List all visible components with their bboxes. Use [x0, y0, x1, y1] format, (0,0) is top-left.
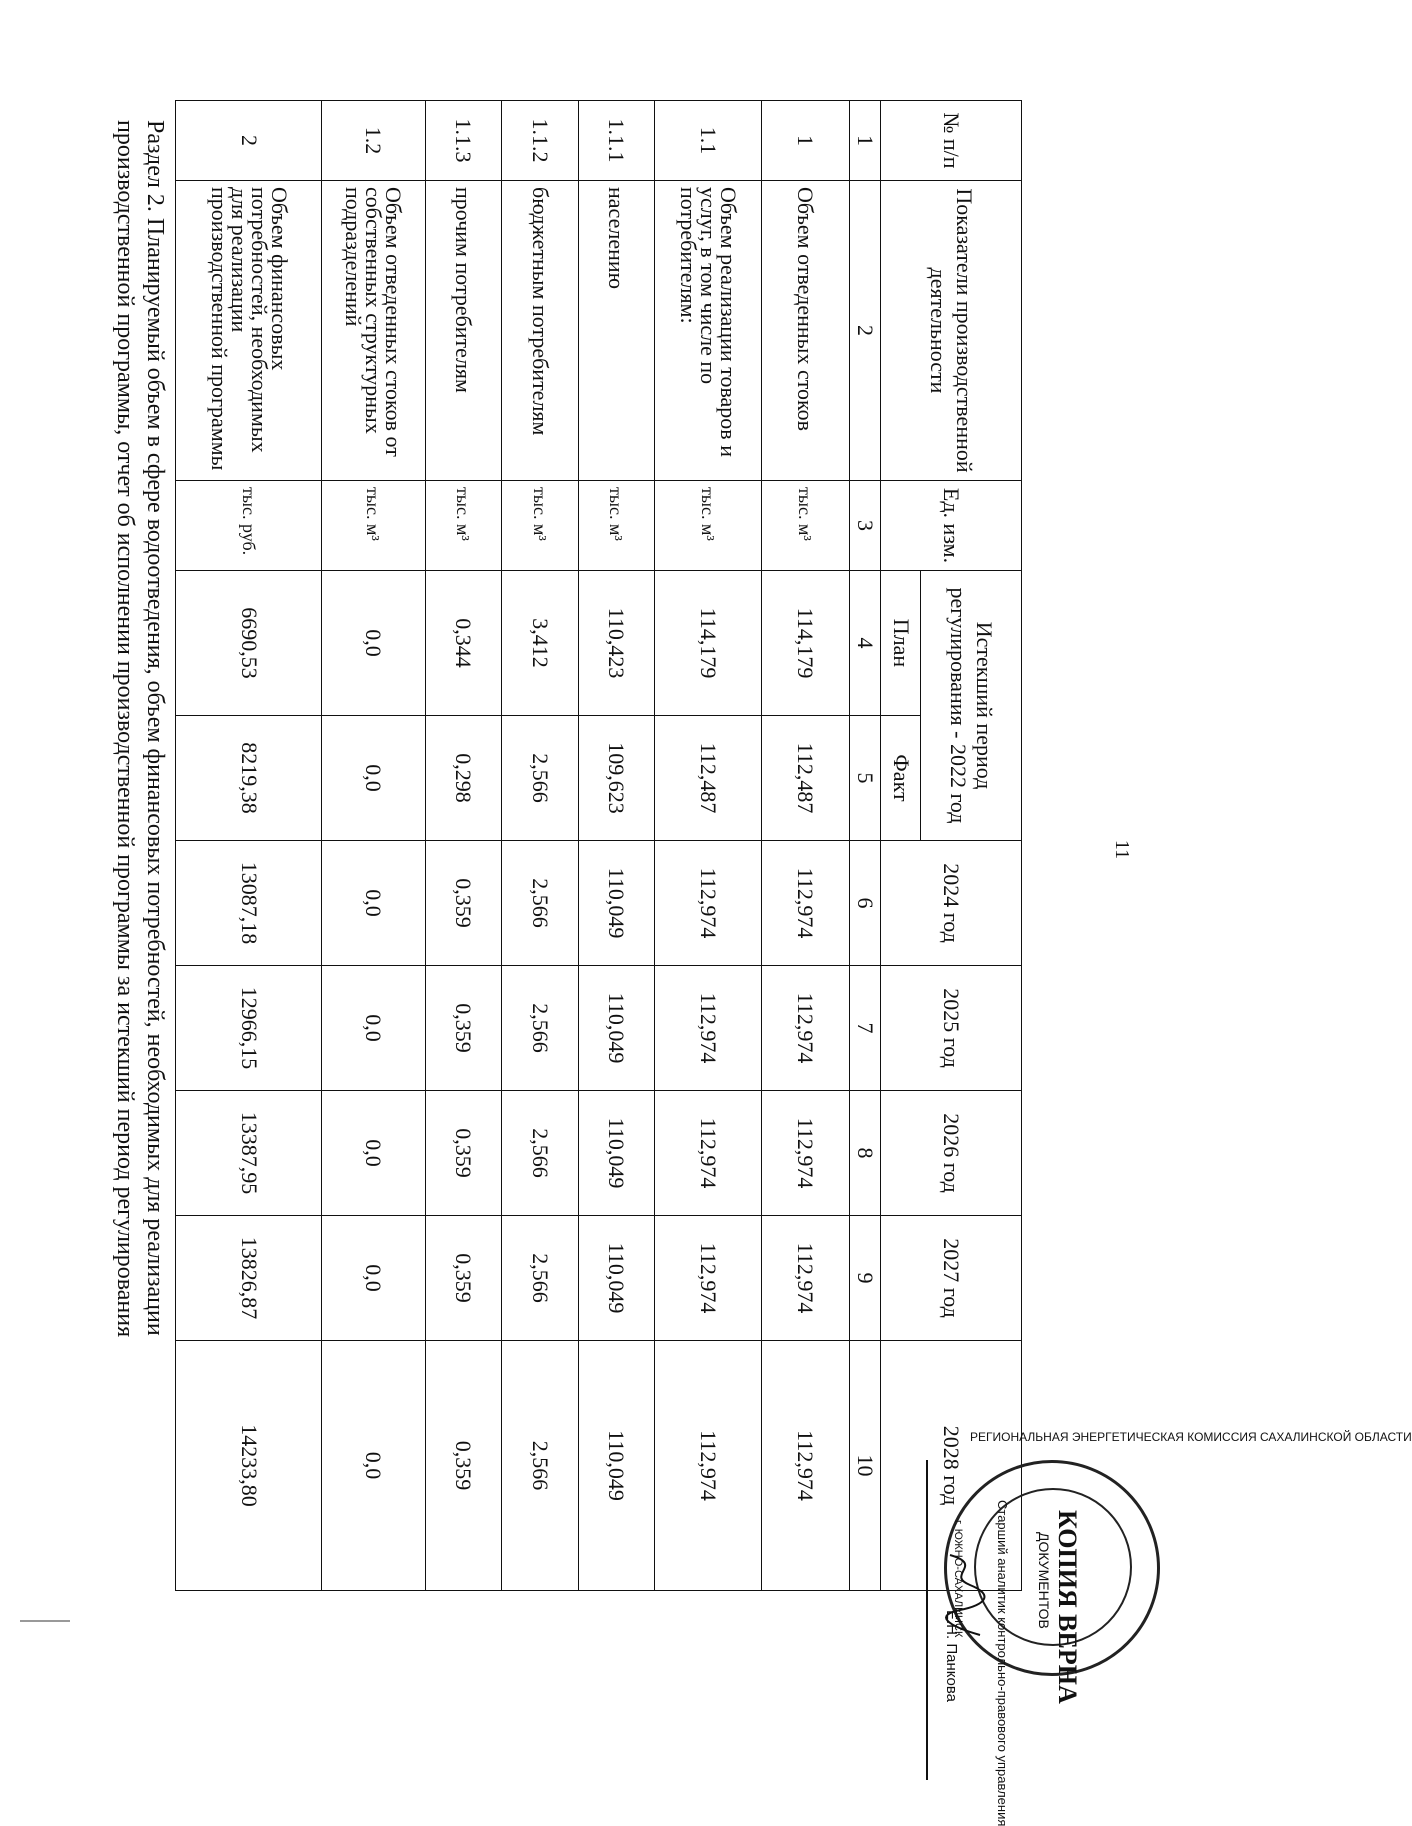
column-number: 4: [849, 571, 881, 716]
value-2028: 112,974: [762, 1341, 850, 1591]
row-indicator: прочим потребителям: [425, 181, 502, 481]
value-2028: 0,359: [425, 1341, 502, 1591]
value-2024: 2,566: [502, 841, 579, 966]
value-2024: 112,974: [655, 841, 762, 966]
value-2025: 12966,15: [176, 966, 322, 1091]
value-2024: 112,974: [762, 841, 850, 966]
value-2025: 112,974: [762, 966, 850, 1091]
value-2024: 110,049: [578, 841, 655, 966]
row-unit: тыс. м³: [578, 481, 655, 571]
value-2024: 13087,18: [176, 841, 322, 966]
header-indicator: Показатели производственной деятельности: [881, 181, 1022, 481]
row-unit: тыс. руб.: [176, 481, 322, 571]
header-row: [920, 101, 1021, 1591]
value-2025: 0,359: [425, 966, 502, 1091]
header-2025: 2025 год: [881, 966, 1022, 1091]
table-row: [176, 101, 322, 1591]
row-num: 1.1: [655, 101, 762, 181]
value-plan: 3,412: [502, 571, 579, 716]
value-2028: 2,566: [502, 1341, 579, 1591]
value-fact: 0,298: [425, 716, 502, 841]
column-number: 2: [849, 181, 881, 481]
header-plan: План: [881, 571, 920, 716]
value-plan: 0,0: [322, 571, 426, 716]
value-2027: 112,974: [655, 1216, 762, 1341]
table-row: [322, 101, 426, 1591]
column-number: 7: [849, 966, 881, 1091]
stamp-underline: [926, 1460, 928, 1780]
header-2027: 2027 год: [881, 1216, 1022, 1341]
value-2025: 0,0: [322, 966, 426, 1091]
heading-line-1: Раздел 2. Планируемый объем в сфере водоотведения, объем финансовых потребностей, необходимых для реализации: [142, 120, 168, 1336]
value-plan: 110,423: [578, 571, 655, 716]
value-2027: 112,974: [762, 1216, 850, 1341]
value-2026: 2,566: [502, 1091, 579, 1216]
stamp-city: г. ЮЖНО-САХАЛИНСК: [952, 1520, 964, 1638]
value-2027: 0,359: [425, 1216, 502, 1341]
table-row: [655, 101, 762, 1591]
header-2024: 2024 год: [881, 841, 1022, 966]
row-num: 1.1.3: [425, 101, 502, 181]
header-num: № п/п: [881, 101, 1022, 181]
value-2024: 0,359: [425, 841, 502, 966]
value-2025: 112,974: [655, 966, 762, 1091]
value-plan: 114,179: [762, 571, 850, 716]
value-fact: 112,487: [655, 716, 762, 841]
heading-line-2: производственной программы, отчет об исполнении производственной программы за истекший период регулирования: [112, 120, 138, 1338]
row-num: 1.2: [322, 101, 426, 181]
value-2027: 13826,87: [176, 1216, 322, 1341]
row-unit: тыс. м³: [502, 481, 579, 571]
table-row: [502, 101, 579, 1591]
header-2028: 2028 год: [881, 1341, 1022, 1591]
value-2027: 110,049: [578, 1216, 655, 1341]
page-number: 11: [1111, 839, 1134, 860]
value-2027: 0,0: [322, 1216, 426, 1341]
value-2028: 110,049: [578, 1341, 655, 1591]
column-number-row: [849, 101, 881, 1591]
value-fact: 0,0: [322, 716, 426, 841]
value-2026: 110,049: [578, 1091, 655, 1216]
value-plan: 0,344: [425, 571, 502, 716]
column-number: 9: [849, 1216, 881, 1341]
header-period: Истекший период регулирования - 2022 год: [920, 571, 1021, 841]
value-fact: 8219,38: [176, 716, 322, 841]
certification-stamp: [920, 1430, 1412, 1826]
table-row: [762, 101, 850, 1591]
table-row: [578, 101, 655, 1591]
row-unit: тыс. м³: [425, 481, 502, 571]
column-number: 3: [849, 481, 881, 571]
header-unit: Ед. изм.: [881, 481, 1022, 571]
value-fact: 2,566: [502, 716, 579, 841]
row-indicator: населению: [578, 181, 655, 481]
value-2025: 2,566: [502, 966, 579, 1091]
row-num: 1: [762, 101, 850, 181]
column-number: 6: [849, 841, 881, 966]
value-fact: 112,487: [762, 716, 850, 841]
production-program-table: [175, 100, 1022, 1591]
row-unit: тыс. м³: [322, 481, 426, 571]
stamp-organization: РЕГИОНАЛЬНАЯ ЭНЕРГЕТИЧЕСКАЯ КОМИССИЯ САХАЛИНСКОЙ ОБЛАСТИ: [970, 1430, 1412, 1444]
column-number: 10: [849, 1341, 881, 1591]
row-indicator: бюджетным потребителям: [502, 181, 579, 481]
value-2028: 0,0: [322, 1341, 426, 1591]
row-indicator: Объем реализации товаров и услуг, в том числе по потребителям:: [655, 181, 762, 481]
column-number: 1: [849, 101, 881, 181]
value-2026: 112,974: [655, 1091, 762, 1216]
row-indicator: Объем финансовых потребностей, необходимых для реализации производственной программы: [176, 181, 322, 481]
value-2026: 0,359: [425, 1091, 502, 1216]
column-number: 5: [849, 716, 881, 841]
stamp-official-title: Старший аналитик контрольно-правового управления: [995, 1500, 1010, 1826]
column-number: 8: [849, 1091, 881, 1216]
value-2028: 112,974: [655, 1341, 762, 1591]
row-num: 1.1.1: [578, 101, 655, 181]
table-row: [425, 101, 502, 1591]
value-fact: 109,623: [578, 716, 655, 841]
row-num: 1.1.2: [502, 101, 579, 181]
value-2028: 14233,80: [176, 1341, 322, 1591]
row-num: 2: [176, 101, 322, 181]
value-2026: 0,0: [322, 1091, 426, 1216]
value-2027: 2,566: [502, 1216, 579, 1341]
value-2026: 112,974: [762, 1091, 850, 1216]
row-indicator: Объем отведенных стоков: [762, 181, 850, 481]
stamp-copy-certified: КОПИЯ ВЕРНА: [1053, 1510, 1082, 1704]
header-fact: Факт: [881, 716, 920, 841]
row-indicator: Объем отведенных стоков от собственных структурных подразделений: [322, 181, 426, 481]
stamp-official-name: Е.Н. Панкова: [943, 1610, 960, 1702]
section-heading: [110, 120, 170, 1590]
value-2025: 110,049: [578, 966, 655, 1091]
stamp-doc-label: ДОКУМЕНТОВ: [1036, 1532, 1052, 1629]
row-unit: тыс. м³: [762, 481, 850, 571]
value-2026: 13387,95: [176, 1091, 322, 1216]
value-plan: 114,179: [655, 571, 762, 716]
handwritten-signature: [940, 1550, 990, 1640]
value-plan: 6690,53: [176, 571, 322, 716]
header-2026: 2026 год: [881, 1091, 1022, 1216]
row-unit: тыс. м³: [655, 481, 762, 571]
value-2024: 0,0: [322, 841, 426, 966]
